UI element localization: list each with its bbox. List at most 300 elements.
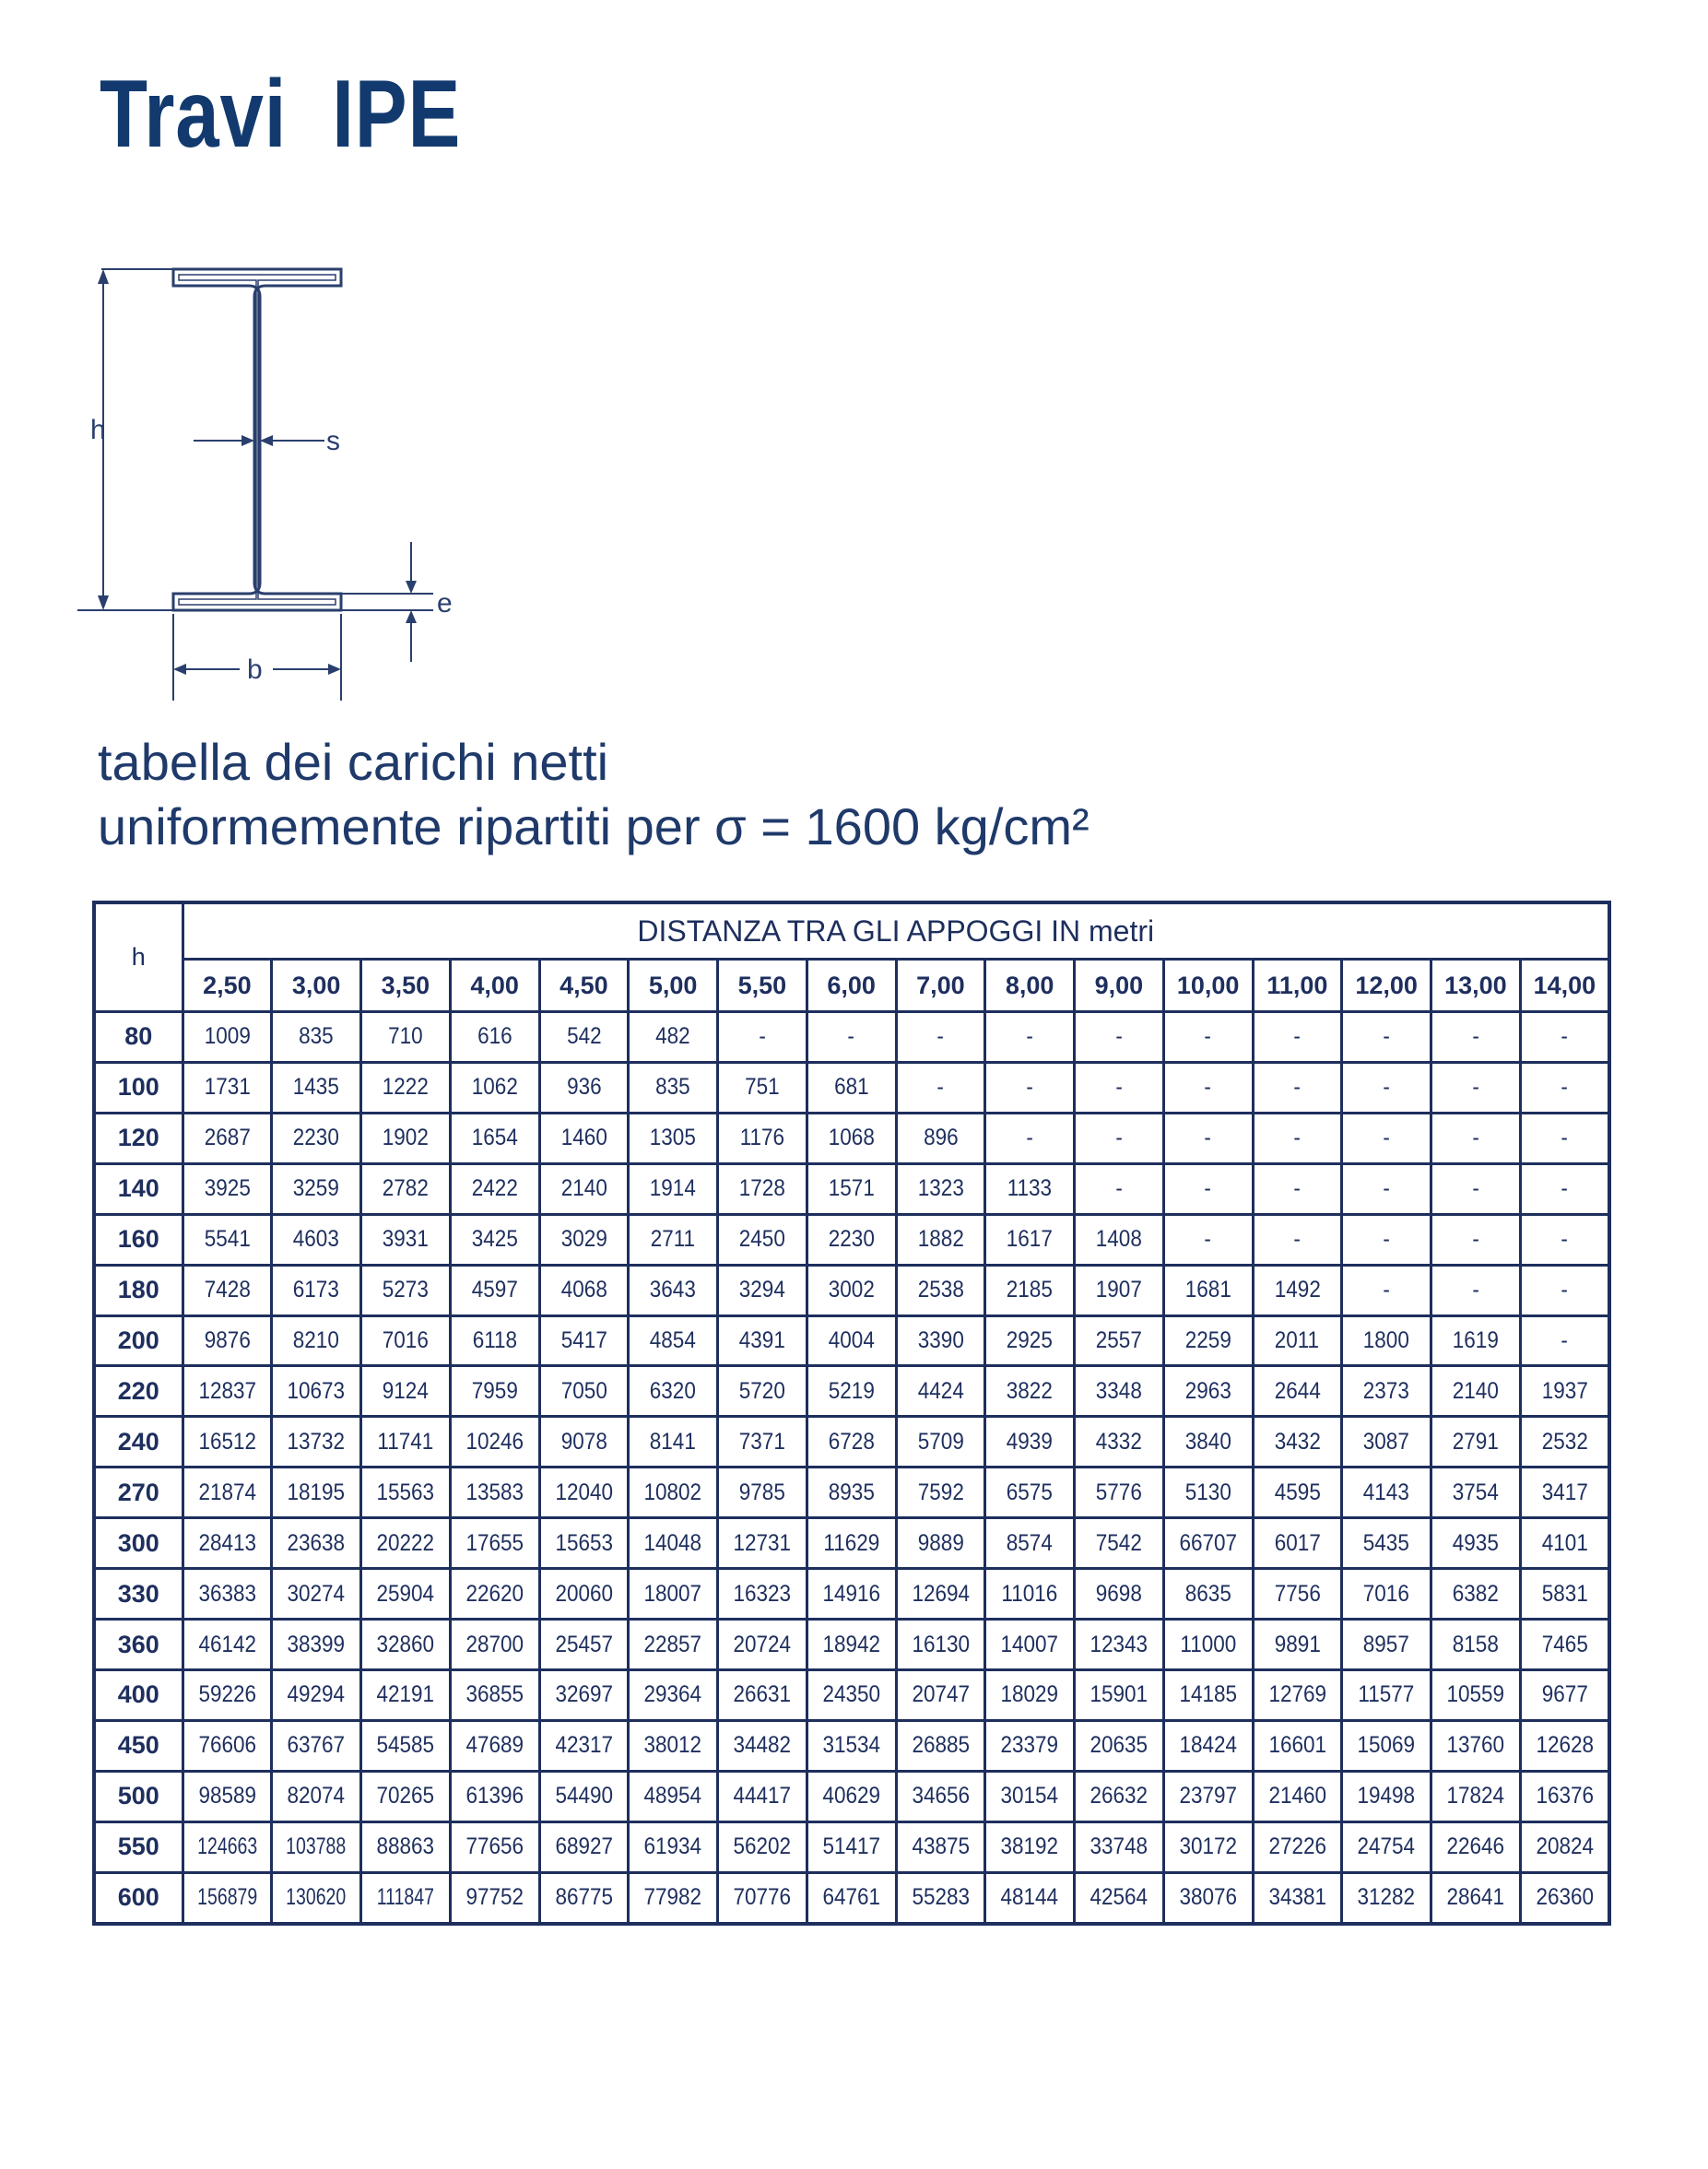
- table-cell: [1253, 1366, 1342, 1417]
- cell-value: 7959: [471, 1377, 518, 1404]
- cell-value: -: [759, 1023, 766, 1050]
- row-header-cell: 120: [94, 1113, 183, 1163]
- cell-value: -: [1115, 1175, 1123, 1202]
- table-cell: [272, 1771, 361, 1821]
- table-cell: [1253, 1113, 1342, 1163]
- table-row: [94, 1468, 1609, 1518]
- cell-value: 18007: [643, 1580, 702, 1607]
- table-cell: [450, 1214, 539, 1265]
- table-cell: [1253, 1315, 1342, 1366]
- cell-value: 56202: [733, 1833, 792, 1860]
- cell-value: 1907: [1095, 1277, 1142, 1303]
- cell-value: -: [1204, 1023, 1212, 1050]
- table-cell: [1520, 1163, 1609, 1214]
- row-header-cell: 200: [94, 1315, 183, 1366]
- cell-value: -: [1026, 1125, 1033, 1151]
- page-title: Travi IPE: [100, 61, 462, 168]
- cell-value: 2532: [1541, 1428, 1588, 1455]
- table-cell: [807, 1518, 896, 1569]
- cell-value: 38012: [643, 1732, 702, 1759]
- cell-value: 24754: [1357, 1833, 1416, 1860]
- table-cell: [539, 1113, 629, 1163]
- cell-value: 1435: [293, 1074, 340, 1101]
- cell-value: 1617: [1007, 1226, 1054, 1253]
- cell-value: 18424: [1179, 1732, 1237, 1759]
- cell-value: 26360: [1536, 1884, 1594, 1911]
- cell-value: 2925: [1007, 1326, 1054, 1353]
- table-cell: [183, 1771, 272, 1821]
- table-cell: [361, 1771, 451, 1821]
- table-cell: [718, 1113, 807, 1163]
- table-row: [94, 1012, 1609, 1063]
- cell-value: 4603: [293, 1226, 340, 1253]
- table-cell: [1075, 1417, 1164, 1468]
- row-header-cell: 220: [94, 1366, 183, 1417]
- row-header-cell: 140: [94, 1163, 183, 1214]
- cell-value: 11629: [823, 1529, 880, 1556]
- cell-value: 5417: [560, 1326, 607, 1353]
- cell-value: 42564: [1090, 1884, 1148, 1911]
- table-cell: [807, 1720, 896, 1771]
- table-cell: [1431, 1366, 1521, 1417]
- table-cell: [361, 1366, 451, 1417]
- table-cell: [807, 1315, 896, 1366]
- cell-value: 61934: [643, 1833, 702, 1860]
- table-cell: [1342, 1720, 1431, 1771]
- cell-value: 3390: [917, 1326, 964, 1353]
- table-cell: [183, 1569, 272, 1620]
- row-header-cell: 160: [94, 1214, 183, 1265]
- row-header-cell: 360: [94, 1620, 183, 1670]
- table-cell: [272, 1265, 361, 1315]
- cell-value: 14007: [1000, 1631, 1059, 1657]
- cell-value: 2711: [650, 1226, 696, 1253]
- span-header-cell: 7,00: [896, 960, 985, 1012]
- cell-value: 10673: [287, 1377, 346, 1404]
- cell-value: 6382: [1452, 1580, 1499, 1607]
- table-cell: [1075, 1468, 1164, 1518]
- table-cell: [807, 1062, 896, 1113]
- cell-value: 3029: [560, 1226, 607, 1253]
- table-cell: [450, 1315, 539, 1366]
- table-cell: [1075, 1872, 1164, 1924]
- cell-value: 4935: [1452, 1529, 1499, 1556]
- table-cell: [361, 1012, 451, 1063]
- table-cell: [629, 1569, 718, 1620]
- table-cell: [1431, 1113, 1521, 1163]
- cell-value: 6575: [1007, 1479, 1054, 1505]
- cell-value: 70265: [376, 1783, 435, 1809]
- table-cell: [183, 1366, 272, 1417]
- span-header-cell: 10,00: [1163, 960, 1253, 1012]
- table-cell: [1163, 1417, 1253, 1468]
- table-cell: [272, 1315, 361, 1366]
- cell-value: 42317: [555, 1732, 613, 1759]
- cell-value: 14048: [643, 1529, 702, 1556]
- table-cell: [718, 1062, 807, 1113]
- table-cell: [1520, 1214, 1609, 1265]
- table-cell: [985, 1417, 1075, 1468]
- cell-value: 3754: [1452, 1479, 1499, 1505]
- cell-value: 4004: [828, 1326, 875, 1353]
- table-cell: [718, 1366, 807, 1417]
- cell-value: 12040: [555, 1479, 613, 1505]
- table-cell: [450, 1569, 539, 1620]
- cell-value: 3840: [1184, 1428, 1231, 1455]
- table-cell: [807, 1872, 896, 1924]
- table-cell: [629, 1012, 718, 1063]
- cell-value: -: [936, 1023, 945, 1050]
- table-cell: [896, 1720, 985, 1771]
- cell-value: -: [1472, 1125, 1479, 1151]
- cell-value: 5219: [828, 1377, 875, 1404]
- cell-value: 20222: [376, 1529, 435, 1556]
- cell-value: -: [1472, 1023, 1479, 1050]
- cell-value: -: [1026, 1074, 1033, 1101]
- cell-value: 751: [745, 1074, 780, 1101]
- table-cell: [1253, 1468, 1342, 1518]
- table-cell: [1431, 1062, 1521, 1113]
- table-cell: [807, 1821, 896, 1872]
- table-cell: [539, 1569, 629, 1620]
- row-header-cell: 80: [94, 1012, 183, 1063]
- table-cell: [1163, 1214, 1253, 1265]
- cell-value: -: [1472, 1074, 1479, 1101]
- table-cell: [539, 1265, 629, 1315]
- table-cell: [361, 1669, 451, 1720]
- cell-value: 5720: [738, 1377, 785, 1404]
- table-cell: [361, 1163, 451, 1214]
- table-cell: [539, 1821, 629, 1872]
- span-header-cell: 14,00: [1520, 960, 1609, 1012]
- cell-value: 4597: [471, 1277, 518, 1303]
- cell-value: 88863: [376, 1833, 435, 1860]
- cell-value: 16376: [1536, 1783, 1594, 1809]
- table-cell: [718, 1163, 807, 1214]
- table-cell: [629, 1315, 718, 1366]
- table-row: [94, 1315, 1609, 1366]
- cell-value: 1800: [1363, 1326, 1410, 1353]
- table-cell: [450, 1163, 539, 1214]
- cell-value: 8210: [293, 1326, 340, 1353]
- table-cell: [718, 1265, 807, 1315]
- table-cell: [1342, 1821, 1431, 1872]
- cell-value: 6173: [293, 1277, 340, 1303]
- cell-value: 27226: [1268, 1833, 1326, 1860]
- table-cell: [1342, 1113, 1431, 1163]
- table-cell: [1075, 1163, 1164, 1214]
- cell-value: 8635: [1184, 1580, 1231, 1607]
- table-cell: [1075, 1720, 1164, 1771]
- cell-value: -: [1293, 1125, 1302, 1151]
- table-cell: [361, 1821, 451, 1872]
- cell-value: -: [1204, 1175, 1212, 1202]
- cell-value: 681: [833, 1074, 869, 1101]
- table-cell: [1075, 1366, 1164, 1417]
- cell-value: 17655: [465, 1529, 524, 1556]
- cell-value: 17824: [1446, 1783, 1505, 1809]
- table-cell: [183, 1669, 272, 1720]
- table-cell: [629, 1669, 718, 1720]
- table-cell: [985, 1771, 1075, 1821]
- cell-value: 4143: [1363, 1479, 1410, 1505]
- table-cell: [985, 1265, 1075, 1315]
- table-cell: [1520, 1113, 1609, 1163]
- table-cell: [718, 1569, 807, 1620]
- cell-value: 2538: [917, 1277, 964, 1303]
- row-header-cell: 600: [94, 1872, 183, 1924]
- table-cell: [718, 1012, 807, 1063]
- table-cell: [450, 1012, 539, 1063]
- cell-value: -: [1293, 1175, 1302, 1202]
- table-cell: [985, 1315, 1075, 1366]
- load-table: [92, 901, 1611, 1926]
- table-cell: [1163, 1062, 1253, 1113]
- table-cell: [539, 1771, 629, 1821]
- cell-value: 3417: [1541, 1479, 1588, 1505]
- cell-value: 23379: [1000, 1732, 1059, 1759]
- table-cell: [272, 1569, 361, 1620]
- table-cell: [807, 1569, 896, 1620]
- cell-value: 3643: [650, 1277, 697, 1303]
- cell-value: -: [1115, 1074, 1123, 1101]
- table-cell: [1163, 1872, 1253, 1924]
- table-cell: [1075, 1265, 1164, 1315]
- cell-value: 1176: [739, 1125, 785, 1151]
- table-row: [94, 1669, 1609, 1720]
- table-cell: [1431, 1265, 1521, 1315]
- table-cell: [1520, 1569, 1609, 1620]
- cell-value: 2557: [1095, 1326, 1142, 1353]
- table-cell: [1342, 1872, 1431, 1924]
- table-cell: [183, 1417, 272, 1468]
- cell-value: 22857: [643, 1631, 702, 1657]
- table-cell: [539, 1669, 629, 1720]
- cell-value: 5435: [1363, 1529, 1410, 1556]
- cell-value: 2963: [1184, 1377, 1231, 1404]
- table-cell: [1163, 1821, 1253, 1872]
- cell-value: 1305: [650, 1125, 697, 1151]
- table-cell: [896, 1163, 985, 1214]
- cell-value: 111847: [376, 1884, 434, 1911]
- cell-value: 3931: [382, 1226, 429, 1253]
- table-cell: [450, 1669, 539, 1720]
- table-cell: [272, 1518, 361, 1569]
- cell-value: 43875: [912, 1833, 970, 1860]
- table-cell: [1163, 1113, 1253, 1163]
- cell-value: 20747: [912, 1681, 970, 1708]
- cell-value: 14185: [1179, 1681, 1237, 1708]
- cell-value: 2230: [828, 1226, 875, 1253]
- table-cell: [1253, 1163, 1342, 1214]
- cell-value: 7050: [560, 1377, 607, 1404]
- cell-value: 30172: [1179, 1833, 1237, 1860]
- table-cell: [361, 1518, 451, 1569]
- cell-value: 68927: [555, 1833, 613, 1860]
- table-cell: [1520, 1872, 1609, 1924]
- cell-value: 18029: [1000, 1681, 1059, 1708]
- table-cell: [272, 1620, 361, 1670]
- cell-value: 76606: [198, 1732, 256, 1759]
- table-cell: [1342, 1417, 1431, 1468]
- cell-value: 6017: [1274, 1529, 1321, 1556]
- span-header-cell: 5,00: [629, 960, 718, 1012]
- cell-value: -: [1026, 1023, 1033, 1050]
- table-cell: [1431, 1315, 1521, 1366]
- cell-value: 1408: [1095, 1226, 1142, 1253]
- table-cell: [1253, 1012, 1342, 1063]
- table-cell: [1342, 1214, 1431, 1265]
- table-cell: [272, 1872, 361, 1924]
- cell-value: 8158: [1452, 1631, 1499, 1657]
- cell-value: 77982: [643, 1884, 702, 1911]
- caption-line-2: uniformemente ripartiti per σ = 1600 kg/cm²: [98, 797, 1090, 855]
- cell-value: 23797: [1179, 1783, 1237, 1809]
- cell-value: 32697: [555, 1681, 613, 1708]
- cell-value: 34482: [733, 1732, 792, 1759]
- cell-value: 64761: [822, 1884, 880, 1911]
- table-cell: [1163, 1163, 1253, 1214]
- table-cell: [896, 1062, 985, 1113]
- span-header-cell: 8,00: [985, 960, 1075, 1012]
- table-cell: [272, 1669, 361, 1720]
- cell-value: 38399: [287, 1631, 346, 1657]
- cell-value: 2140: [1452, 1377, 1499, 1404]
- table-cell: [718, 1620, 807, 1670]
- table-cell: [361, 1315, 451, 1366]
- cell-value: 4854: [650, 1326, 697, 1353]
- cell-value: 36383: [198, 1580, 256, 1607]
- span-header-cell: 3,50: [361, 960, 451, 1012]
- table-cell: [183, 1720, 272, 1771]
- cell-value: 6118: [472, 1326, 517, 1353]
- table-cell: [450, 1620, 539, 1670]
- table-cell: [361, 1417, 451, 1468]
- table-cell: [807, 1012, 896, 1063]
- table-cell: [1431, 1569, 1521, 1620]
- table-cell: [450, 1113, 539, 1163]
- table-cell: [1431, 1720, 1521, 1771]
- table-cell: [1253, 1417, 1342, 1468]
- table-cell: [718, 1214, 807, 1265]
- table-cell: [1520, 1062, 1609, 1113]
- cell-value: 63767: [287, 1732, 346, 1759]
- table-cell: [1253, 1062, 1342, 1113]
- cell-value: 5831: [1541, 1580, 1588, 1607]
- cell-value: 46142: [198, 1631, 256, 1657]
- table-cell: [807, 1669, 896, 1720]
- table-cell: [361, 1265, 451, 1315]
- table-cell: [718, 1669, 807, 1720]
- cell-value: -: [1383, 1074, 1390, 1101]
- table-cell: [718, 1771, 807, 1821]
- table-cell: [1163, 1265, 1253, 1315]
- table-cell: [985, 1012, 1075, 1063]
- cell-value: 2687: [204, 1125, 251, 1151]
- table-cell: [539, 1720, 629, 1771]
- cell-value: 48144: [1000, 1884, 1059, 1911]
- table-cell: [272, 1366, 361, 1417]
- cell-value: 13760: [1446, 1732, 1505, 1759]
- cell-value: 11741: [377, 1428, 434, 1455]
- cell-value: 9124: [382, 1377, 429, 1404]
- cell-value: 1681: [1184, 1277, 1231, 1303]
- cell-value: 26631: [733, 1681, 792, 1708]
- row-header-cell: 450: [94, 1720, 183, 1771]
- table-cell: [1163, 1720, 1253, 1771]
- table-cell: [896, 1315, 985, 1366]
- cell-value: -: [1561, 1326, 1569, 1353]
- dimension-label-b: b: [247, 654, 263, 685]
- table-cell: [539, 1214, 629, 1265]
- table-cell: [896, 1265, 985, 1315]
- table-cell: [1075, 1518, 1164, 1569]
- cell-value: 10559: [1446, 1681, 1505, 1708]
- table-cell: [1253, 1214, 1342, 1265]
- table-caption: [98, 730, 1090, 859]
- cell-value: -: [1472, 1226, 1479, 1253]
- span-header-cell: 12,00: [1342, 960, 1431, 1012]
- ipe-section-diagram: [65, 249, 489, 710]
- dimension-label-h: h: [90, 415, 106, 445]
- cell-value: 29364: [643, 1681, 702, 1708]
- cell-value: 936: [566, 1074, 602, 1101]
- table-cell: [361, 1720, 451, 1771]
- cell-value: 3294: [738, 1277, 785, 1303]
- table-cell: [629, 1720, 718, 1771]
- table-row: [94, 1620, 1609, 1670]
- table-cell: [807, 1620, 896, 1670]
- cell-value: -: [1472, 1175, 1479, 1202]
- span-header-cell: 4,00: [450, 960, 539, 1012]
- cell-value: 5709: [917, 1428, 964, 1455]
- cell-value: 1728: [738, 1175, 785, 1202]
- cell-value: -: [1383, 1175, 1390, 1202]
- table-cell: [183, 1163, 272, 1214]
- cell-value: 14916: [822, 1580, 880, 1607]
- cell-value: 20724: [733, 1631, 792, 1657]
- row-header-cell: 330: [94, 1569, 183, 1620]
- cell-value: -: [1293, 1074, 1302, 1101]
- cell-value: 49294: [287, 1681, 346, 1708]
- table-cell: [1163, 1669, 1253, 1720]
- cell-value: 32860: [376, 1631, 435, 1657]
- table-cell: [539, 1012, 629, 1063]
- table-cell: [718, 1821, 807, 1872]
- cell-value: 13732: [287, 1428, 346, 1455]
- row-header-cell: 500: [94, 1771, 183, 1821]
- cell-value: 5776: [1095, 1479, 1142, 1505]
- table-cell: [985, 1720, 1075, 1771]
- cell-value: 1902: [382, 1125, 429, 1151]
- table-cell: [1075, 1062, 1164, 1113]
- table-cell: [1431, 1518, 1521, 1569]
- cell-value: 4068: [560, 1277, 607, 1303]
- table-cell: [1520, 1366, 1609, 1417]
- table-cell: [718, 1468, 807, 1518]
- table-cell: [1431, 1163, 1521, 1214]
- cell-value: -: [1561, 1125, 1569, 1151]
- cell-value: 896: [923, 1125, 959, 1151]
- table-cell: [1520, 1417, 1609, 1468]
- cell-value: 8957: [1363, 1631, 1410, 1657]
- table-cell: [539, 1366, 629, 1417]
- table-cell: [1520, 1012, 1609, 1063]
- table-cell: [361, 1569, 451, 1620]
- cell-value: -: [1115, 1023, 1123, 1050]
- table-cell: [1163, 1620, 1253, 1670]
- table-cell: [450, 1872, 539, 1924]
